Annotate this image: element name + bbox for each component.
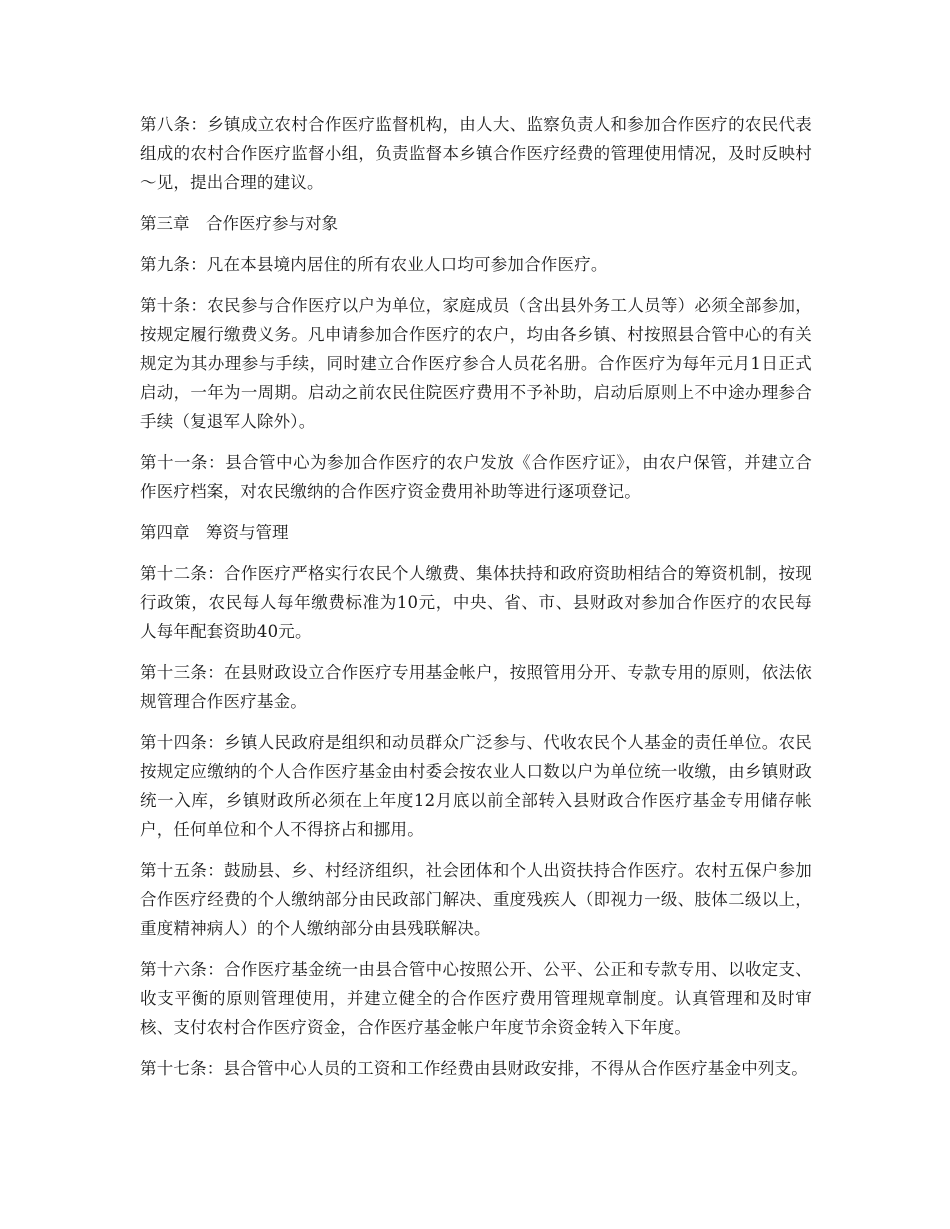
chapter-4-heading: 第四章 筹资与管理 xyxy=(140,523,289,542)
article-13: 第十三条：在县财政设立合作医疗专用基金帐户，按照管用分开、专款专用的原则，依法依规管理合作医疗基金。 xyxy=(140,663,812,711)
article-14: 第十四条：乡镇人民政府是组织和动员群众广泛参与、代收农民个人基金的责任单位。农民按规定应缴纳的个人合作医疗基金由村委会按农业人口数以户为单位统一收缴，由乡镇财政统一入库，乡镇财政所必须在上年度12月底以前全部转入县财政合作医疗基金专用储存帐户，任何单位和个人不得挤占和挪用。 xyxy=(140,733,812,839)
article-9: 第九条：凡在本县境内居住的所有农业人口均可参加合作医疗。 xyxy=(140,255,608,274)
article-8: 第八条：乡镇成立农村合作医疗监督机构，由人大、监察负责人和参加合作医疗的农民代表组成的农村合作医疗监督小组，负责监督本乡镇合作医疗经费的管理使用情况，及时反映村～见，提出合理的建议。 xyxy=(140,115,812,192)
article-10: 第十条：农民参与合作医疗以户为单位，家庭成员（含出县外务工人员等）必须全部参加，按规定履行缴费义务。凡申请参加合作医疗的农户，均由各乡镇、村按照县合管中心的有关规定为其办理参与手续，同时建立合作医疗参合人员花名册。合作医疗为每年元月1日正式启动，一年为一周期。启动之前农民住院医疗费用不予补助，启动后原则上不中途办理参合手续（复退军人除外）。 xyxy=(140,296,812,431)
article-15: 第十五条：鼓励县、乡、村经济组织，社会团体和个人出资扶持合作医疗。农村五保户参加合作医疗经费的个人缴纳部分由民政部门解决、重度残疾人（即视力一级、肢体二级以上，重度精神病人）的个人缴纳部分由县残联解决。 xyxy=(140,861,812,938)
article-12: 第十二条：合作医疗严格实行农民个人缴费、集体扶持和政府资助相结合的筹资机制，按现行政策，农民每人每年缴费标准为10元，中央、省、市、县财政对参加合作医疗的农民每人每年配套资助40元。 xyxy=(140,564,812,641)
article-17: 第十七条：县合管中心人员的工资和工作经费由县财政安排，不得从合作医疗基金中列支。 xyxy=(140,1059,808,1078)
article-16: 第十六条：合作医疗基金统一由县合管中心按照公开、公平、公正和专款专用、以收定支、收支平衡的原则管理使用，并建立健全的合作医疗费用管理规章制度。认真管理和及时审核、支付农村合作医疗资金，合作医疗基金帐户年度节余资金转入下年度。 xyxy=(140,960,812,1037)
chapter-3-heading: 第三章 合作医疗参与对象 xyxy=(140,214,338,233)
document-page xyxy=(140,110,812,1095)
article-11: 第十一条：县合管中心为参加合作医疗的农户发放《合作医疗证》，由农户保管，并建立合作医疗档案，对农民缴纳的合作医疗资金费用补助等进行逐项登记。 xyxy=(140,453,812,501)
